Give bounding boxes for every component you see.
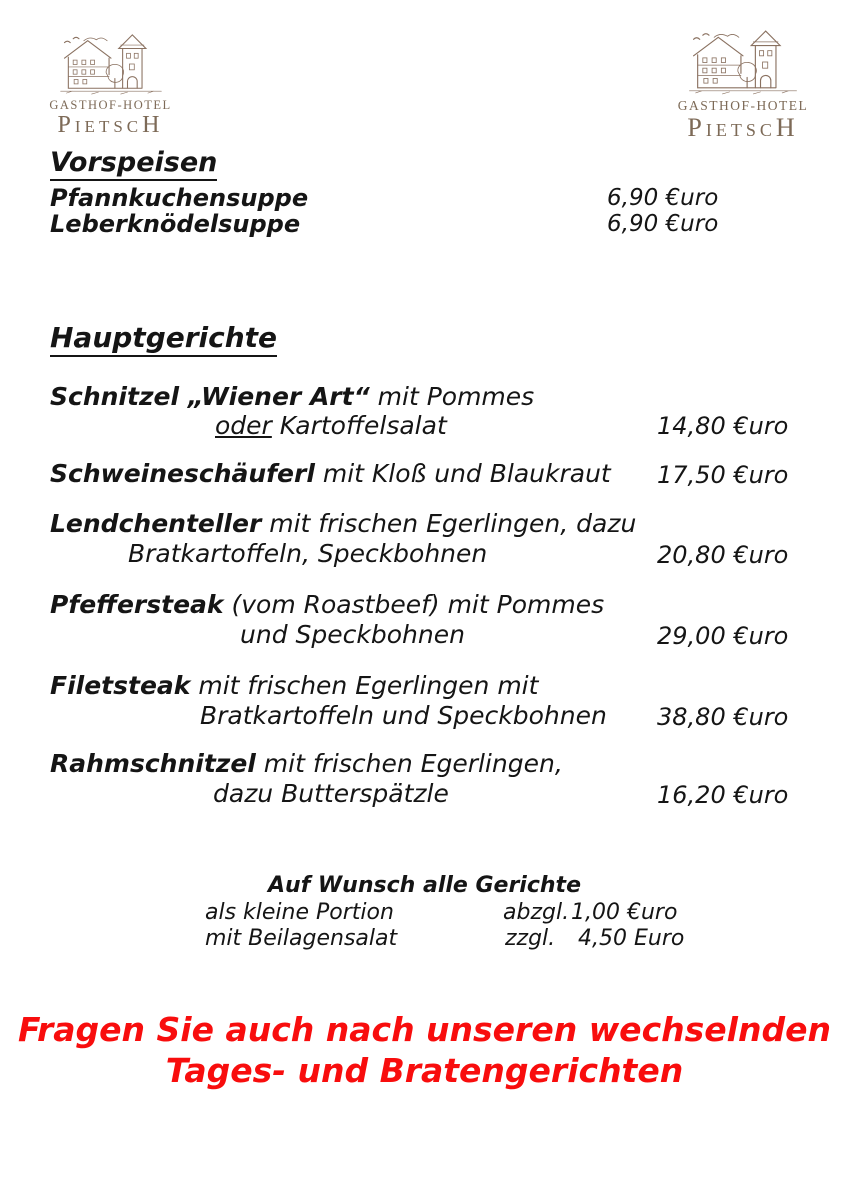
logo-left [38,32,183,138]
hotel-building-illustration [680,28,806,96]
note-amount: 4,50 Euro [578,926,685,951]
dish-price: 38,80 €uro [657,703,789,731]
note-amount: 1,00 €uro [571,900,678,925]
dish-name: Filetsteak [50,671,191,700]
footer-promo-line1: Fragen Sie auch nach unseren wechselnden [18,1010,831,1049]
hotel-building-illustration [52,32,170,96]
dish-desc: mit Kloß und Blaukraut [314,459,611,488]
dish-desc: mit frischen Egerlingen, dazu [261,509,637,538]
dish-price: 14,80 €uro [657,412,789,440]
dish-line2 [215,411,447,440]
dish-line1 [50,671,538,700]
dish-line2: Bratkartoffeln, Speckbohnen [128,539,488,568]
dish-line2-underlined: oder [215,411,272,440]
dish-desc: (vom Roastbeef) mit Pommes [223,590,605,619]
dish-name: Schweineschäuferl [50,459,315,488]
note-label: mit Beilagensalat [205,926,398,951]
starter-item-name: Leberknödelsuppe [50,210,301,238]
dish-line1 [50,459,611,488]
logo-hotel-name: PietscH [687,113,799,142]
note-heading: Auf Wunsch alle Gerichte [268,873,581,898]
dish-line1 [50,382,534,411]
dish-line2: und Speckbohnen [240,620,465,649]
dish-line1 [50,509,636,538]
dish-price: 16,20 €uro [657,781,789,809]
note-modifier: abzgl. [503,900,570,925]
dish-price: 29,00 €uro [657,622,789,650]
section-title-vorspeisen: Vorspeisen [50,147,217,181]
dish-price: 20,80 €uro [657,541,789,569]
logo-hotel-name: PietscH [57,112,164,138]
logo-hotel-type: GASTHOF-HOTEL [677,98,809,113]
section-title-hauptgerichte: Hauptgerichte [50,321,277,357]
dish-name: Lendchenteller [50,509,262,538]
starter-item-name: Pfannkuchensuppe [50,184,309,212]
dish-line2: Bratkartoffeln und Speckbohnen [200,701,607,730]
dish-line2-rest: Kartoffelsalat [271,411,447,440]
dish-name: Schnitzel „Wiener Art“ [50,382,370,411]
starter-item-price: 6,90 €uro [607,211,719,237]
logo-right [668,28,818,141]
dish-price: 17,50 €uro [657,461,789,489]
dish-line1 [50,590,604,619]
dish-name: Rahmschnitzel [50,749,256,778]
note-modifier: zzgl. [505,926,556,951]
footer-promo-line2: Tages- und Bratengerichten [165,1051,684,1090]
dish-line1 [50,749,563,778]
dish-desc: mit frischen Egerlingen mit [190,671,539,700]
note-label: als kleine Portion [205,900,394,925]
logo-hotel-type: GASTHOF-HOTEL [49,98,172,112]
dish-desc: mit frischen Egerlingen, [255,749,563,778]
starter-item-price: 6,90 €uro [607,185,719,211]
dish-line2: dazu Butterspätzle [213,779,449,808]
dish-name: Pfeffersteak [50,590,224,619]
dish-desc: mit Pommes [369,382,535,411]
